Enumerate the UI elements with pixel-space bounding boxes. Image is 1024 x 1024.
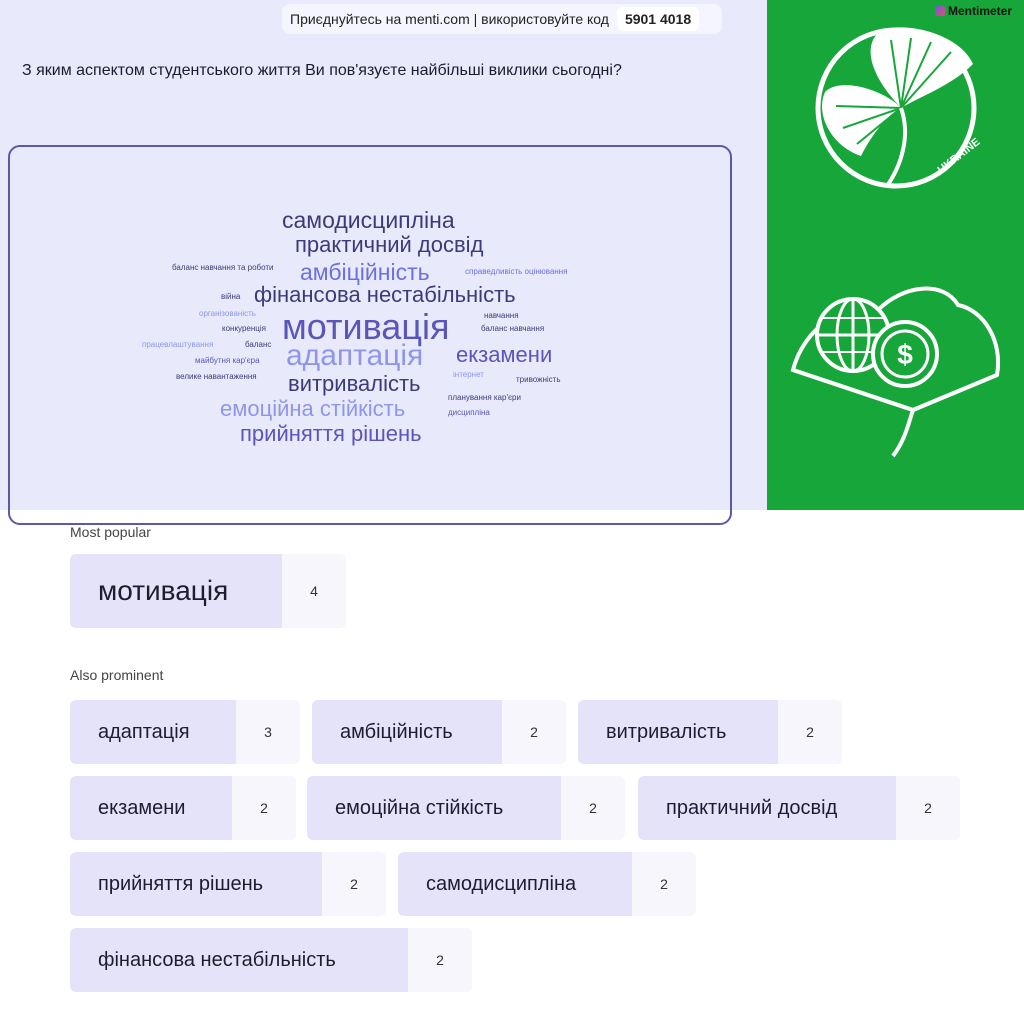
prominent-word-chip xyxy=(312,700,566,764)
cloud-word: екзамени xyxy=(456,342,553,367)
slide-illustration-panel xyxy=(767,0,1024,510)
presentation-slide xyxy=(0,0,767,510)
prominent-count: 2 xyxy=(778,700,842,764)
prominent-count: 2 xyxy=(896,776,960,840)
dollar-coin-icon xyxy=(869,318,941,390)
prominent-word: витривалість xyxy=(578,700,778,764)
cloud-word: організованість xyxy=(199,309,256,318)
prominent-count: 2 xyxy=(322,852,386,916)
prominent-word-chip xyxy=(70,776,296,840)
word-cloud-frame xyxy=(8,145,732,525)
prominent-count: 2 xyxy=(632,852,696,916)
most-popular-count: 4 xyxy=(282,554,346,628)
cloud-word: працевлаштування xyxy=(142,340,214,349)
cloud-word: витривалість xyxy=(288,371,421,396)
cloud-word: мотивація xyxy=(282,306,450,347)
mentimeter-brand-text: Mentimeter xyxy=(947,4,1012,18)
prominent-word: амбіційність xyxy=(312,700,502,764)
most-popular-chip xyxy=(70,554,346,628)
ginkgo-leaf-icon xyxy=(791,16,1001,196)
cloud-word: самодисципліна xyxy=(282,207,455,233)
cloud-word: дисципліна xyxy=(448,408,490,417)
most-popular-heading: Most popular xyxy=(70,524,151,540)
prominent-word-chip xyxy=(70,852,386,916)
prominent-word-chip xyxy=(398,852,696,916)
cloud-word: інтернет xyxy=(453,370,484,379)
cloud-word: фінансова нестабільність xyxy=(254,282,516,307)
ukraine-badge-text: UKRAINE xyxy=(935,136,983,177)
cloud-word: практичний досвід xyxy=(295,232,484,257)
svg-text:$: $ xyxy=(897,339,913,370)
prominent-word: екзамени xyxy=(70,776,232,840)
question-title: З яким аспектом студентського життя Ви пов'язуєте найбільші виклики сьогодні? xyxy=(22,62,622,79)
prominent-word-chip xyxy=(307,776,625,840)
cloud-word: баланс навчання та роботи xyxy=(172,263,274,272)
cloud-word: баланс навчання xyxy=(481,324,545,333)
cloud-word: справедливість оцінювання xyxy=(465,267,568,276)
join-instructions-bar xyxy=(282,4,722,34)
cloud-word: прийняття рішень xyxy=(240,421,422,446)
prominent-word: прийняття рішень xyxy=(70,852,322,916)
prominent-count: 2 xyxy=(232,776,296,840)
prominent-word-chip xyxy=(578,700,842,764)
cloud-word: велике навантаження xyxy=(176,372,257,381)
cloud-word: адаптація xyxy=(286,339,424,372)
also-prominent-heading: Also prominent xyxy=(70,667,164,683)
cloud-word: планування кар'єри xyxy=(448,393,521,402)
prominent-word: фінансова нестабільність xyxy=(70,928,408,992)
cloud-word: конкуренція xyxy=(222,324,266,333)
cloud-word: навчання xyxy=(484,311,519,320)
cloud-word: емоційна стійкість xyxy=(220,396,406,421)
prominent-word-chip xyxy=(70,928,472,992)
voting-code: 5901 4018 xyxy=(617,7,699,31)
most-popular-word: мотивація xyxy=(70,554,282,628)
cloud-word: майбутня кар'єра xyxy=(195,356,260,365)
prominent-word-chip xyxy=(638,776,960,840)
join-instructions-text: Приєднуйтесь на menti.com | використовуйте код xyxy=(290,11,609,27)
prominent-word: адаптація xyxy=(70,700,236,764)
cloud-word: тривожність xyxy=(516,375,561,384)
prominent-count: 2 xyxy=(408,928,472,992)
prominent-word: самодисципліна xyxy=(398,852,632,916)
prominent-word-chip xyxy=(70,700,300,764)
mentimeter-logo-icon xyxy=(935,6,945,16)
prominent-count: 3 xyxy=(236,700,300,764)
cloud-word: амбіційність xyxy=(300,259,430,285)
prominent-count: 2 xyxy=(561,776,625,840)
prominent-word: практичний досвід xyxy=(638,776,896,840)
cloud-word: війна xyxy=(221,292,241,301)
cloud-word: баланс xyxy=(245,340,272,349)
prominent-word: емоційна стійкість xyxy=(307,776,561,840)
prominent-count: 2 xyxy=(502,700,566,764)
